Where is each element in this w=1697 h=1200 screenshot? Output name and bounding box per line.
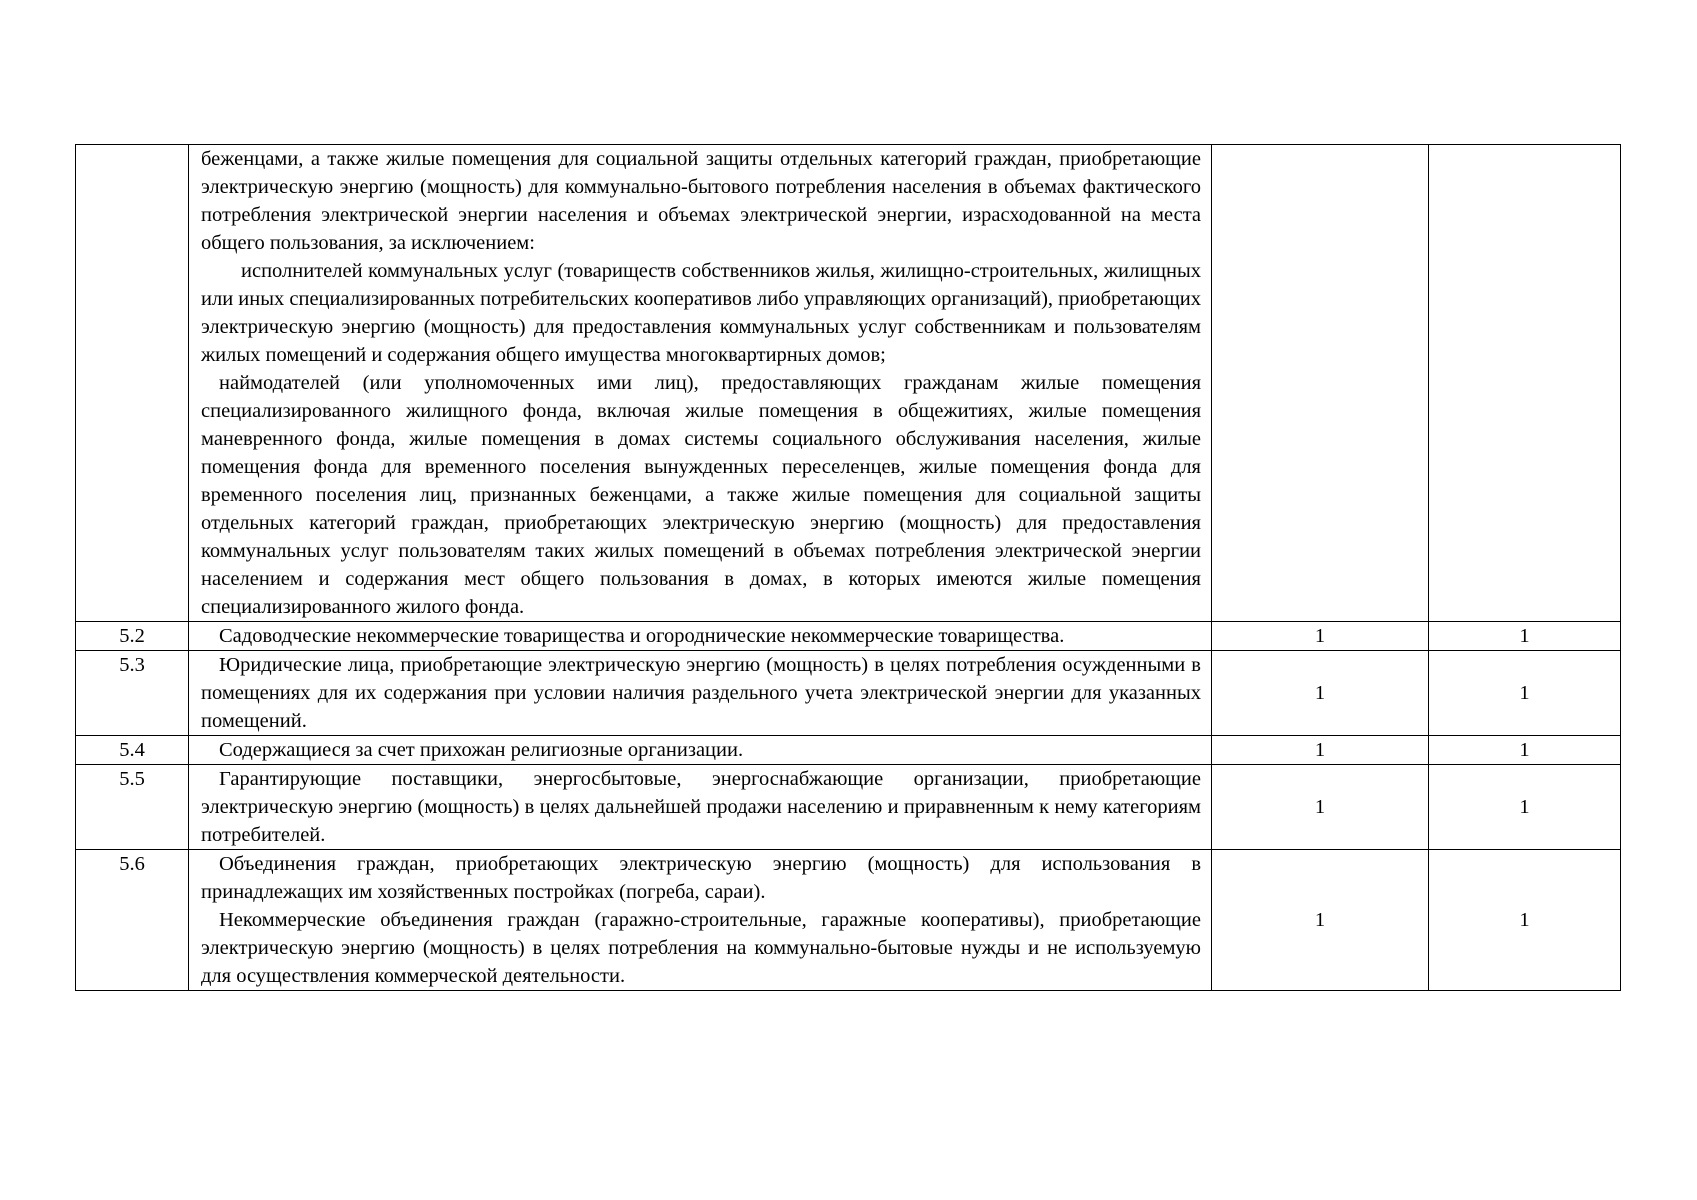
row-value-1: 1 (1212, 765, 1429, 850)
row-value-1: 1 (1212, 622, 1429, 651)
row-value-1: 1 (1212, 736, 1429, 765)
table-row (76, 850, 1621, 991)
table-row (76, 736, 1621, 765)
row-description-cell (189, 622, 1212, 651)
row-value-cell-1 (1212, 145, 1429, 622)
row-paragraph: Содержащиеся за счет прихожан религиозные организации. (219, 739, 744, 761)
row-number: 5.4 (76, 736, 189, 765)
row-value-2: 1 (1429, 651, 1621, 736)
row-number: 5.6 (76, 850, 189, 991)
row-description-cell (189, 651, 1212, 736)
row-description-cell (189, 850, 1212, 991)
row-paragraph: Гарантирующие поставщики, энергосбытовые, энергоснабжающие организации, приобретающие электрическую энергию (мощность) в целях дальнейшей продажи населению и приравненным к нему категориям потребителей. (201, 768, 1201, 846)
row-paragraph: Юридические лица, приобретающие электрическую энергию (мощность) в целях потребления осужденными в помещениях для их содержания при условии наличия раздельного учета электрической энергии для указанных помещений. (201, 654, 1201, 732)
row-description-cell (189, 736, 1212, 765)
row-number: 5.3 (76, 651, 189, 736)
row-value-cell-2 (1429, 145, 1621, 622)
tariff-category-table (75, 144, 1621, 991)
row-number: 5.5 (76, 765, 189, 850)
row-number-cell (76, 145, 189, 622)
row-value-1: 1 (1212, 850, 1429, 991)
row-value-2: 1 (1429, 850, 1621, 991)
row-value-1: 1 (1212, 651, 1429, 736)
row-value-2: 1 (1429, 622, 1621, 651)
row-paragraph: наймодателей (или уполномоченных ими лиц), предоставляющих гражданам жилые помещения специализированного жилищного фонда, включая жилые помещения в общежитиях, жилые помещения маневренного фонда, жилые помещения в домах системы социального обслуживания населения, жилые помещения фонда для временного поселения вынужденных переселенцев, жилые помещения фонда для временного поселения лиц, признанных беженцами, а также жилые помещения для социальной защиты отдельных категорий граждан, приобретающих электрическую энергию (мощность) для предоставления коммунальных услуг пользователям таких жилых помещений в объемах потребления электрической энергии населением и содержания мест общего пользования в домах, в которых имеются жилые помещения специализированного жилого фонда. (201, 372, 1201, 618)
row-paragraph: беженцами, а также жилые помещения для социальной защиты отдельных категорий граждан, приобретающие электрическую энергию (мощность) для коммунально-бытового потребления населения в объемах фактического потребления электрической энергии населения и объемах электрической энергии, израсходованной на места общего пользования, за исключением: (201, 148, 1201, 254)
row-paragraph: Садоводческие некоммерческие товарищества и огороднические некоммерческие товарищества. (219, 625, 1065, 647)
row-description-cell (189, 765, 1212, 850)
row-paragraph: Некоммерческие объединения граждан (гаражно-строительные, гаражные кооперативы), приобретающие электрическую энергию (мощность) в целях потребления на коммунально-бытовые нужды и не используемую для осуществления коммерческой деятельности. (201, 909, 1201, 987)
table-row (76, 622, 1621, 651)
row-paragraph: исполнителей коммунальных услуг (товариществ собственников жилья, жилищно-строительных, жилищных или иных специализированных потребительских кооперативов либо управляющих организаций), приобретающих электрическую энергию (мощность) для предоставления коммунальных услуг собственникам и пользователям жилых помещений и содержания общего имущества многоквартирных домов; (201, 260, 1201, 366)
table-row (76, 765, 1621, 850)
table-row (76, 651, 1621, 736)
row-value-2: 1 (1429, 765, 1621, 850)
row-number: 5.2 (76, 622, 189, 651)
table-row-continuation (76, 145, 1621, 622)
row-paragraph: Объединения граждан, приобретающих электрическую энергию (мощность) для использования в принадлежащих им хозяйственных постройках (погреба, сараи). (201, 853, 1201, 903)
row-value-2: 1 (1429, 736, 1621, 765)
row-description-cell (189, 145, 1212, 622)
